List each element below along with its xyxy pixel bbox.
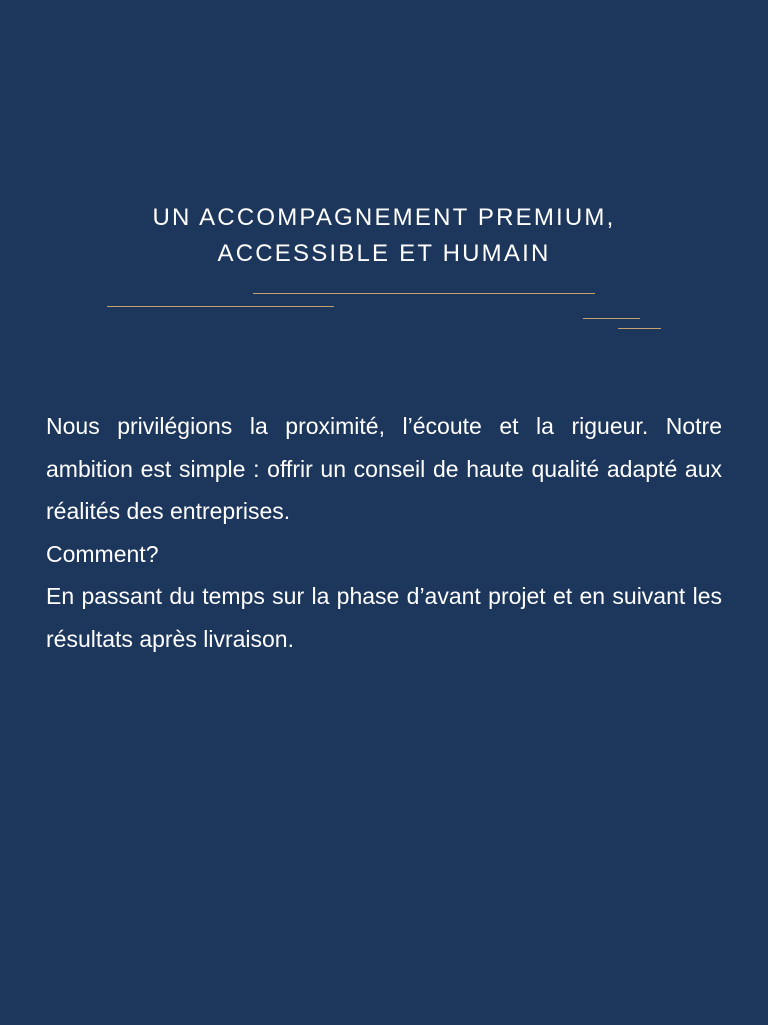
- title-line-1: UN ACCOMPAGNEMENT PREMIUM,: [152, 204, 616, 231]
- decorative-line-top-center: [253, 293, 595, 294]
- paragraph-approach: Nous privilégions la proximité, l’écoute et la rigueur. Notre ambition est simple : offrir un conseil de haute qualité adapté aux réalités des entreprises.: [46, 413, 722, 524]
- paragraph-question: Comment?: [46, 540, 159, 567]
- paragraph-answer: En passant du temps sur la phase d’avant projet et en suivant les résultats après livraison.: [46, 583, 722, 652]
- title-line-2: ACCESSIBLE ET HUMAIN: [217, 240, 551, 267]
- body-text-block: [46, 405, 722, 660]
- page-title: [0, 200, 768, 272]
- decorative-line-right-upper: [583, 318, 640, 319]
- decorative-line-left: [107, 306, 334, 307]
- decorative-line-right-lower: [618, 328, 661, 329]
